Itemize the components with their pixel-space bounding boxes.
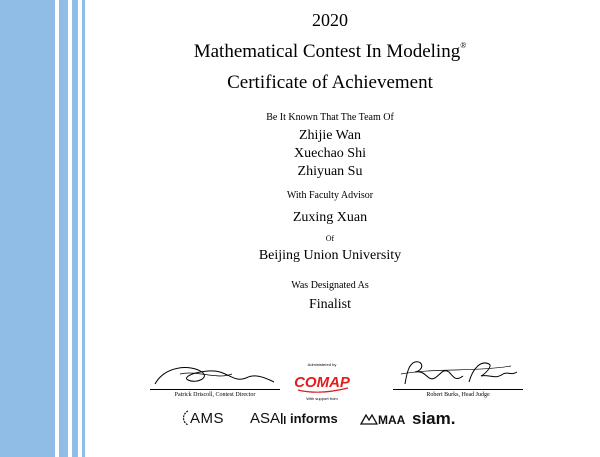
team-member: Xuechao Shi — [294, 146, 366, 161]
sponsor-logos — [180, 410, 470, 432]
stripe-narrow — [72, 0, 78, 457]
head-judge-signature — [393, 358, 523, 388]
asa-bars-icon — [280, 411, 288, 425]
advisor-label: With Faculty Advisor — [286, 190, 374, 201]
asa-logo-text: ASA — [250, 410, 281, 427]
of-label: Of — [325, 234, 335, 243]
siam-logo-text: siam. — [412, 409, 456, 428]
informs-logo-text: informs — [290, 411, 338, 426]
maa-logo-text: MAA — [378, 413, 406, 427]
designation-label: Was Designated As — [291, 280, 369, 291]
comap-logo-text: COMAP — [294, 374, 350, 391]
director-signature-line — [150, 389, 280, 390]
contest-name — [90, 41, 570, 63]
siam-logo — [412, 409, 455, 429]
stripe-thin — [82, 0, 85, 457]
maa-logo — [360, 412, 405, 427]
administered-by-label: Administered by — [307, 362, 337, 367]
advisor-name: Zuxing Xuan — [292, 210, 368, 225]
award-level: Finalist — [308, 297, 351, 312]
stripe-medium — [59, 0, 68, 457]
asa-logo — [250, 410, 288, 427]
director-signature — [150, 362, 280, 388]
head-judge-caption: Robert Burks, Head Judge — [426, 392, 490, 398]
team-member: Zhijie Wan — [299, 128, 361, 143]
intro-text: Be It Known That The Team Of — [266, 112, 394, 123]
comap-logo — [292, 368, 352, 394]
maa-emblem-icon — [360, 412, 378, 426]
team-member: Zhiyuan Su — [297, 164, 363, 179]
registered-mark: ® — [460, 41, 467, 50]
contest-name-text: Mathematical Contest In Modeling — [193, 41, 461, 62]
head-judge-signature-line — [393, 389, 523, 390]
certificate-title: Certificate of Achievement — [227, 72, 433, 93]
ams-laurel-icon — [180, 410, 190, 426]
stripe-wide — [0, 0, 55, 457]
decorative-side-stripes — [0, 0, 90, 457]
ams-logo-text: AMS — [190, 410, 225, 427]
certificate-year: 2020 — [312, 10, 348, 30]
support-from-label: With support from — [306, 396, 338, 401]
ams-logo — [180, 410, 224, 427]
informs-logo — [290, 411, 338, 426]
institution-name: Beijing Union University — [258, 248, 402, 263]
director-caption: Patrick Driscoll, Contest Director — [174, 392, 256, 398]
